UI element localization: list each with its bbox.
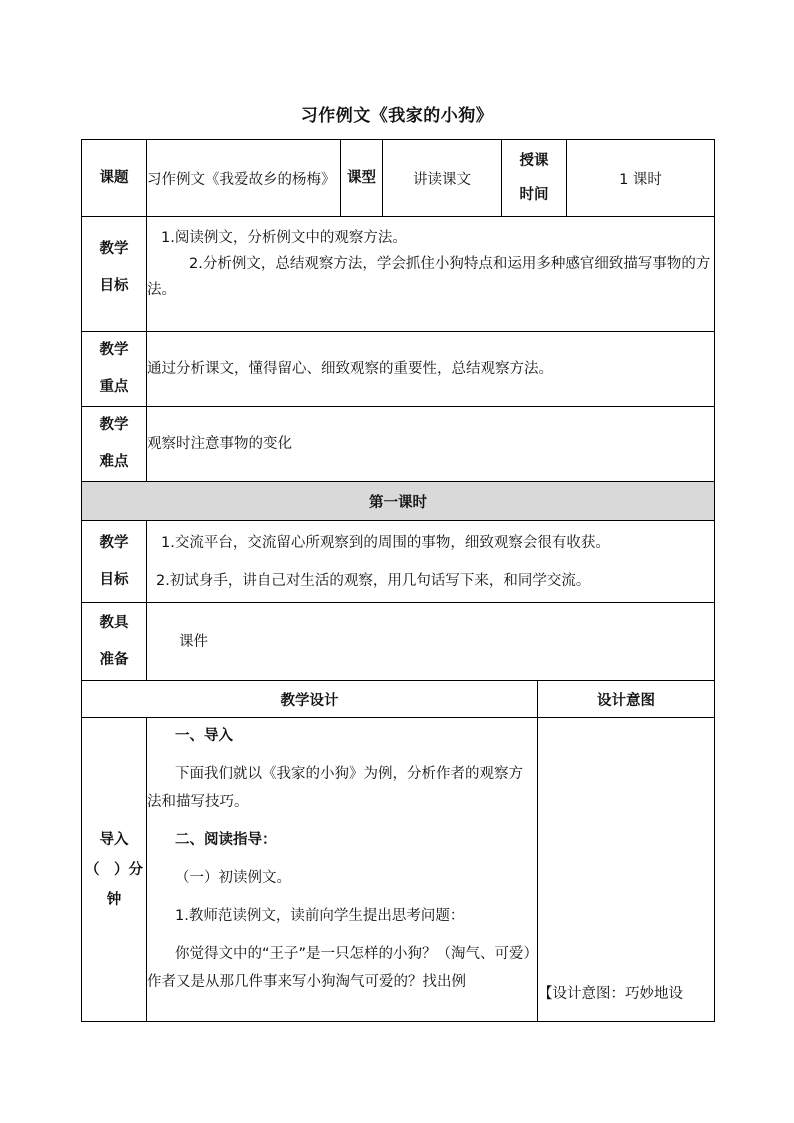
section-label (82, 718, 147, 1022)
tools-label-line-2: 准备 (99, 651, 129, 668)
goals-row (82, 217, 715, 332)
time-value: 1 课时 (567, 140, 715, 217)
difficulties-label-line-2: 难点 (99, 454, 129, 470)
difficulties-row (82, 407, 715, 482)
lesson-header-row (82, 482, 715, 521)
design-paragraph-intro: 下面我们就以《我家的小狗》为例，分析作者的观察方法和描写技巧。 (147, 766, 523, 810)
lesson-goals-label-line-2: 目标 (99, 571, 129, 588)
design-subheading: （一）初读例文。 (175, 870, 291, 886)
header-row (82, 140, 715, 217)
difficulties-label-line-1: 教学 (99, 417, 129, 433)
goals-item-1: 1.阅读例文，分析例文中的观察方法。 (161, 230, 407, 246)
lesson-goals-label-line-1: 教学 (99, 534, 129, 551)
design-instruction: 1.教师范读例文，读前向学生提出思考问题： (175, 908, 465, 924)
design-step-intro: 一、导入 (175, 728, 233, 744)
document-title: 习作例文《我家的小狗》 (300, 106, 494, 126)
time-label (502, 140, 567, 217)
intent-column-header: 设计意图 (538, 681, 715, 718)
lesson-goals-item-2: 2.初试身手，讲自己对生活的观察，用几句话写下来，和同学交流。 (156, 572, 591, 589)
key-points-label-line-2: 重点 (99, 379, 129, 395)
tools-text: 课件 (179, 633, 208, 650)
lesson-header: 第一课时 (82, 482, 715, 521)
section-label-line-3: 钟 (106, 891, 122, 908)
intent-text: 【设计意图：巧妙地设 (538, 986, 683, 1002)
design-column-header: 教学设计 (82, 681, 538, 718)
goals-label-line-2: 目标 (99, 278, 129, 294)
key-points-text: 通过分析课文，懂得留心、细致观察的重要性，总结观察方法。 (147, 361, 553, 377)
design-content (147, 718, 538, 1022)
goals-content (147, 217, 715, 332)
lesson-goals-content (147, 521, 715, 603)
difficulties-text: 观察时注意事物的变化 (147, 436, 292, 452)
tools-label-line-1: 教具 (99, 614, 129, 631)
time-label-line-2: 时间 (519, 187, 549, 203)
goals-label (82, 217, 147, 332)
key-points-label (82, 332, 147, 407)
goals-label-line-1: 教学 (99, 241, 129, 257)
type-label: 课型 (341, 140, 383, 217)
lesson-goals-label (82, 521, 147, 603)
topic-value: 习作例文《我爱故乡的杨梅》 (147, 140, 341, 217)
tools-content (147, 603, 715, 681)
design-header-row (82, 681, 715, 718)
difficulties-label (82, 407, 147, 482)
design-body-row (82, 718, 715, 1022)
tools-label (82, 603, 147, 681)
lesson-plan-table (81, 139, 715, 1022)
topic-label: 课题 (82, 140, 147, 217)
design-question: 你觉得文中的“王子”是一只怎样的小狗？（淘气、可爱）作者又是从那几件事来写小狗淘气可爱的？找出例 (147, 946, 531, 990)
type-value: 讲读课文 (383, 140, 502, 217)
key-points-content (147, 332, 715, 407)
intent-content (538, 718, 715, 1022)
section-label-line-2: （ ）分 (85, 861, 143, 878)
goals-item-2: 2.分析例文，总结观察方法，学会抓住小狗特点和运用多种感官细致描写事物的方法。 (147, 256, 711, 298)
difficulties-content (147, 407, 715, 482)
section-label-line-1: 导入 (99, 831, 129, 848)
key-points-row (82, 332, 715, 407)
lesson-goals-item-1: 1.交流平台，交流留心所观察到的周围的事物，细致观察会很有收获。 (161, 534, 610, 551)
tools-row (82, 603, 715, 681)
key-points-label-line-1: 教学 (99, 342, 129, 358)
time-label-line-1: 授课 (519, 153, 549, 169)
design-step-reading: 二、阅读指导： (175, 832, 277, 848)
lesson-goals-row (82, 521, 715, 603)
